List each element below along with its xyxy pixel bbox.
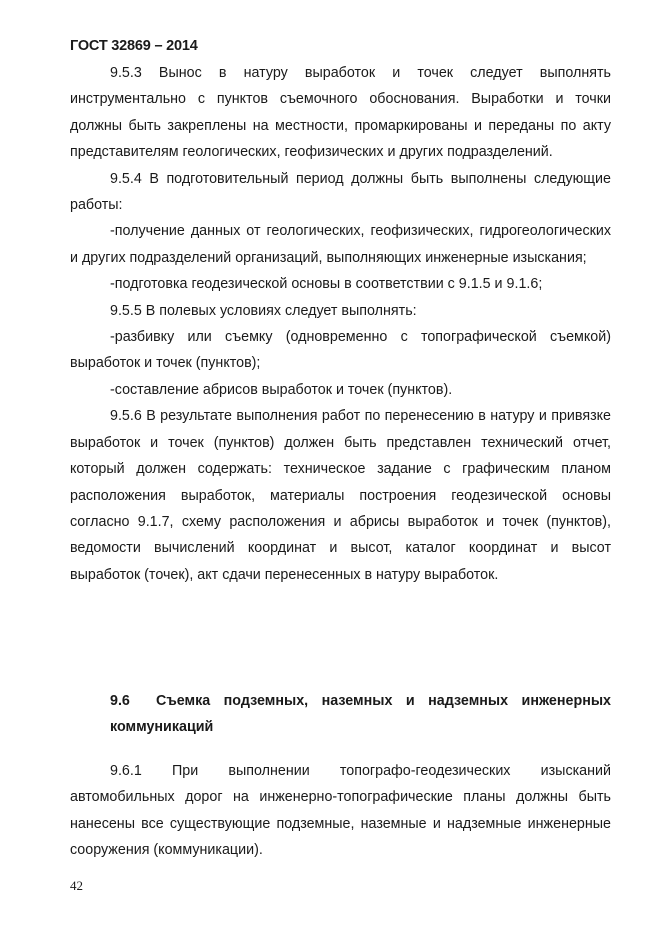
- list-item-layout-survey: -разбивку или съемку (одновременно с топографической съемкой) выработок и точек (пунктов);: [70, 329, 611, 372]
- body-text: [70, 60, 611, 588]
- paragraph-9-5-5: 9.5.5 В полевых условиях следует выполнять:: [110, 302, 417, 319]
- section-heading: [70, 689, 611, 740]
- paragraph-9-5-3: 9.5.3 Вынос в натуру выработок и точек следует выполнять инструментально с пунктов съемочного обоснования. Выработки и точки должны быть закреплены на местности, промаркированы и переданы по акту представителям геологических, геофизических и других подразделений.: [70, 65, 611, 161]
- document-code-header: ГОСТ 32869 – 2014: [70, 38, 198, 54]
- list-item-geodetic-base: -подготовка геодезической основы в соответствии с 9.1.5 и 9.1.6;: [110, 276, 543, 293]
- paragraph-9-5-6: 9.5.6 В результате выполнения работ по перенесению в натуру и привязке выработок и точек (пунктов) должен быть представлен технический отчет, который должен содержать: техническое задание с графическим планом расположения выработок, материалы построения геодезической основы согласно 9.1.7, схему расположения и абрисы выработок и точек (пунктов), ведомости вычислений координат и высот, каталог координат и высот выработок (точек), акт сдачи перенесенных в натуру выработок.: [70, 408, 611, 583]
- section-number: 9.6: [110, 693, 130, 709]
- list-item-data-receipt: -получение данных от геологических, геофизических, гидрогеологических и других подразделений организаций, выполняющих инженерные изыскания;: [70, 223, 611, 266]
- section-title: Съемка подземных, наземных и надземных инженерных коммуникаций: [110, 693, 611, 735]
- section-text: [70, 758, 611, 864]
- paragraph-9-5-4: 9.5.4 В подготовительный период должны быть выполнены следующие работы:: [70, 170, 611, 214]
- list-item-sketches: -составление абрисов выработок и точек (пунктов).: [110, 381, 453, 398]
- page-number: 42: [70, 878, 83, 893]
- paragraph-9-6-1: 9.6.1 При выполнении топографо-геодезических изысканий автомобильных дорог на инженерно-топографические планы должны быть нанесены все существующие подземные, наземные и надземные инженерные сооружения (коммуникации).: [70, 763, 611, 859]
